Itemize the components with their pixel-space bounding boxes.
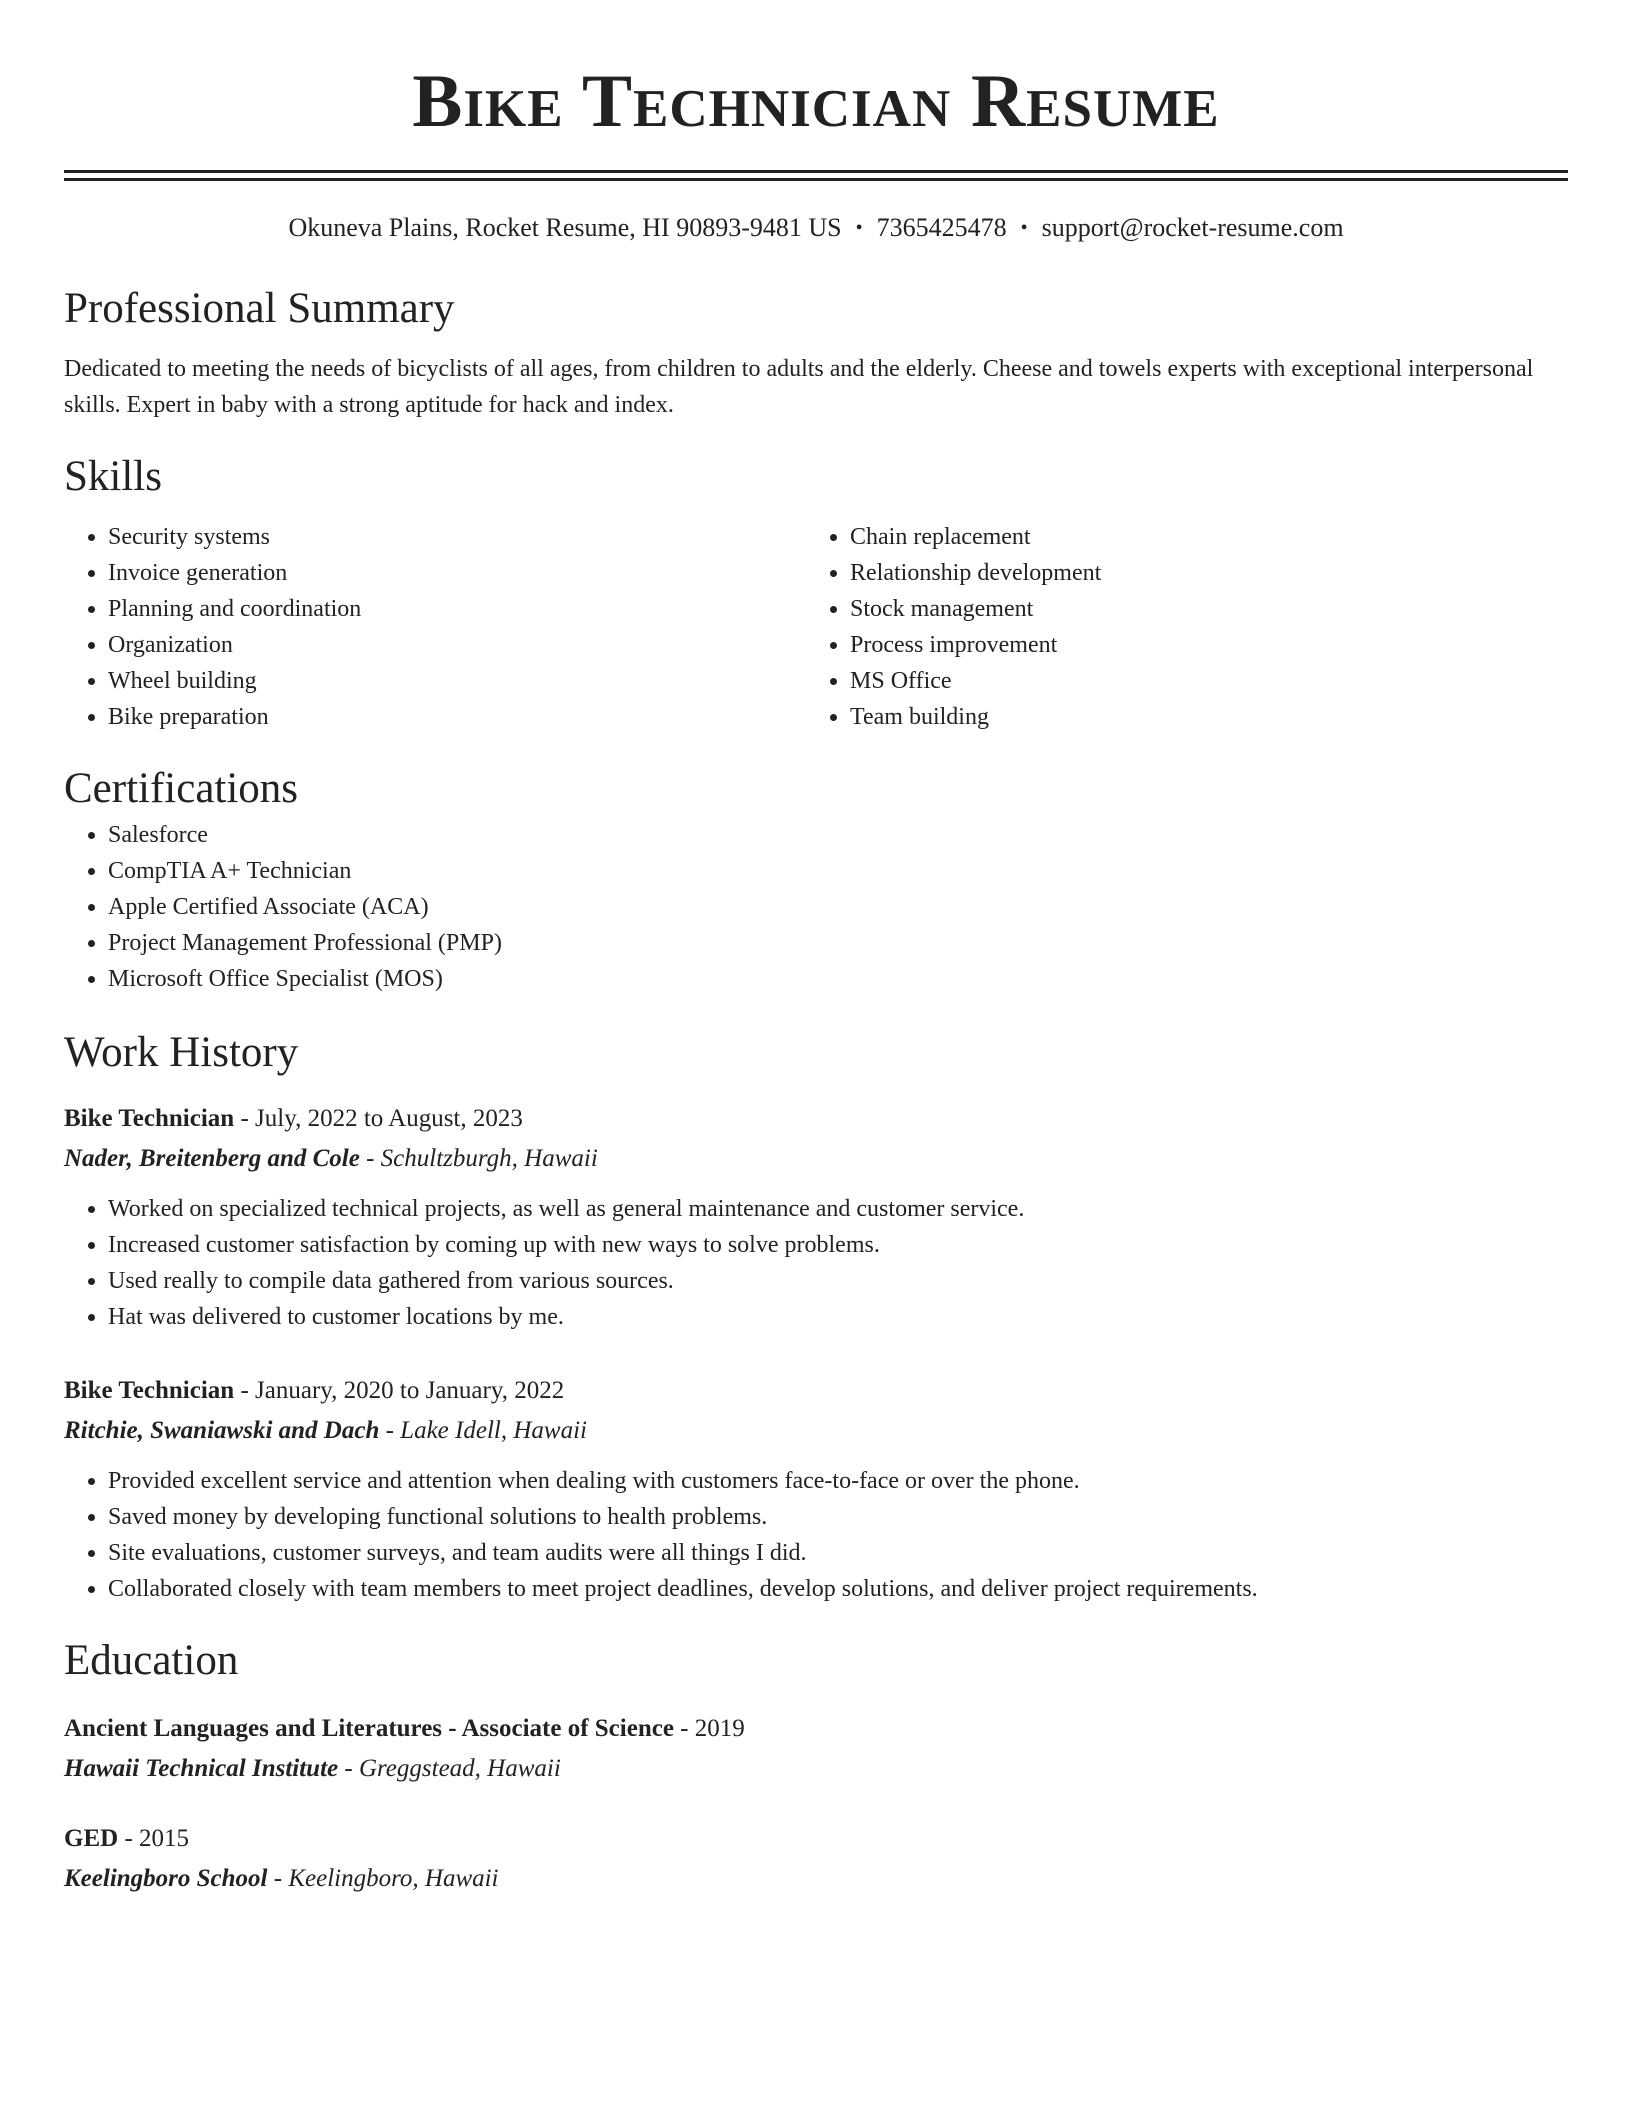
- skills-heading: Skills: [64, 453, 162, 500]
- job-duty-item: • Provided excellent service and attention when dealing with customers face-to-face or over the phone.: [108, 1463, 1568, 1499]
- job-duty-item: • Collaborated closely with team members to meet project deadlines, develop solutions, and deliver project requirements.: [108, 1571, 1568, 1607]
- contact-phone: 7365425478: [876, 213, 1007, 242]
- work-history-heading: Work History: [64, 1029, 299, 1076]
- employer-location: - Schultzburgh, Hawaii: [366, 1145, 598, 1172]
- degree-line: [64, 1819, 1568, 1859]
- job-duty-item: • Worked on specialized technical projects, as well as general maintenance and customer service.: [108, 1191, 1568, 1227]
- skill-item: • Chain replacement: [850, 519, 1548, 555]
- education-entry: [64, 1819, 1568, 1899]
- school-name: Hawaii Technical Institute: [64, 1755, 339, 1782]
- skill-item: • Bike preparation: [108, 699, 806, 735]
- degree-year: - 2019: [680, 1715, 745, 1742]
- skill-item: • Invoice generation: [108, 555, 806, 591]
- skills-list-left: [64, 519, 806, 735]
- school-location: - Greggstead, Hawaii: [344, 1755, 561, 1782]
- skill-item: • MS Office: [850, 663, 1548, 699]
- job-duty-item: • Used really to compile data gathered from various sources.: [108, 1263, 1568, 1299]
- job-role: Bike Technician: [64, 1105, 235, 1132]
- job-duty-item: • Increased customer satisfaction by coming up with new ways to solve problems.: [108, 1227, 1568, 1263]
- certification-item: • Project Management Professional (PMP): [108, 925, 1568, 961]
- school-line: [64, 1859, 1568, 1899]
- skill-item: • Relationship development: [850, 555, 1548, 591]
- skill-item: • Planning and coordination: [108, 591, 806, 627]
- contact-address: Okuneva Plains, Rocket Resume, HI 90893-9481 US: [288, 213, 842, 242]
- skill-item: • Organization: [108, 627, 806, 663]
- skill-item: • Process improvement: [850, 627, 1548, 663]
- education-heading: Education: [64, 1637, 239, 1684]
- employer-name: Ritchie, Swaniawski and Dach: [64, 1417, 380, 1444]
- job-entry: [64, 1099, 1568, 1335]
- summary-heading: Professional Summary: [64, 285, 455, 332]
- job-duty-item: • Hat was delivered to customer locations by me.: [108, 1299, 1568, 1335]
- bullet-separator: •: [1020, 217, 1028, 239]
- degree-name: Ancient Languages and Literatures - Associate of Science: [64, 1715, 674, 1742]
- education-entry: [64, 1709, 1568, 1789]
- school-location: - Keelingboro, Hawaii: [273, 1865, 499, 1892]
- skills-column-right: [806, 519, 1548, 735]
- skills-list-right: [806, 519, 1548, 735]
- employer-name: Nader, Breitenberg and Cole: [64, 1145, 360, 1172]
- job-entry: [64, 1371, 1568, 1607]
- school-line: [64, 1749, 1568, 1789]
- job-role: Bike Technician: [64, 1377, 235, 1404]
- certification-item: • Salesforce: [108, 817, 1568, 853]
- certification-item: • CompTIA A+ Technician: [108, 853, 1568, 889]
- skill-item: • Wheel building: [108, 663, 806, 699]
- job-duties-list: [64, 1191, 1568, 1335]
- employer-location: - Lake Idell, Hawaii: [385, 1417, 587, 1444]
- degree-line: [64, 1709, 1568, 1749]
- contact-email: support@rocket-resume.com: [1041, 213, 1344, 242]
- skill-item: • Stock management: [850, 591, 1548, 627]
- certifications-list: [64, 817, 1568, 997]
- summary-text: Dedicated to meeting the needs of bicyclists of all ages, from children to adults and the elderly. Cheese and towels experts with exceptional interpersonal skills. Expert in baby with a strong aptitude for hack and index.: [64, 356, 1534, 418]
- skills-column-left: [64, 519, 806, 735]
- certification-item: • Apple Certified Associate (ACA): [108, 889, 1568, 925]
- job-title-line: [64, 1371, 1568, 1411]
- title-double-rule: [64, 170, 1568, 181]
- job-duty-item: • Site evaluations, customer surveys, and team audits were all things I did.: [108, 1535, 1568, 1571]
- certifications-heading: Certifications: [64, 765, 299, 812]
- degree-name: GED: [64, 1825, 119, 1852]
- job-title-line: [64, 1099, 1568, 1139]
- job-duty-item: • Saved money by developing functional solutions to health problems.: [108, 1499, 1568, 1535]
- certification-item: • Microsoft Office Specialist (MOS): [108, 961, 1568, 997]
- school-name: Keelingboro School: [64, 1865, 268, 1892]
- resume-title: Bike Technician Resume: [412, 60, 1220, 143]
- skill-item: • Security systems: [108, 519, 806, 555]
- employer-line: [64, 1139, 1568, 1179]
- job-dates: - January, 2020 to January, 2022: [240, 1377, 565, 1404]
- contact-line: [64, 211, 1568, 245]
- skills-grid: [64, 519, 1568, 735]
- bullet-separator: •: [855, 217, 863, 239]
- employer-line: [64, 1411, 1568, 1451]
- degree-year: - 2015: [124, 1825, 190, 1852]
- job-dates: - July, 2022 to August, 2023: [240, 1105, 523, 1132]
- job-duties-list: [64, 1463, 1568, 1607]
- skill-item: • Team building: [850, 699, 1548, 735]
